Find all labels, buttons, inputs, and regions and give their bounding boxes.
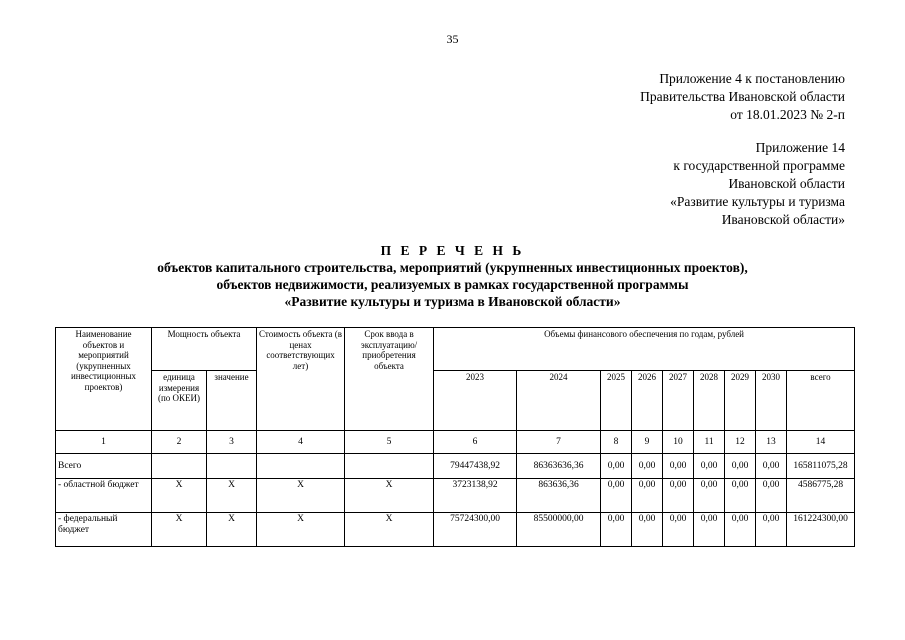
column-number: 1 xyxy=(56,431,152,454)
header-year: 2023 xyxy=(434,371,517,431)
title-line: объектов капитального строительства, мероприятий (укрупненных инвестиционных проектов), xyxy=(157,260,748,275)
row-label: - федеральный бюджет xyxy=(56,513,152,547)
table-cell: 79447438,92 xyxy=(434,454,517,479)
table-row xyxy=(56,454,855,479)
table-cell xyxy=(152,454,207,479)
header-funding: Объемы финансового обеспечения по годам, рублей xyxy=(434,328,855,371)
title-line: объектов недвижимости, реализуемых в рамках государственной программы xyxy=(216,277,689,292)
column-number: 10 xyxy=(663,431,694,454)
header-object-name: Наименование объектов и мероприятий (укрупненных инвестиционных проектов) xyxy=(56,328,152,431)
table-cell: 0,00 xyxy=(663,513,694,547)
header-year: 2029 xyxy=(725,371,756,431)
document-title xyxy=(0,242,905,310)
table-cell: 863636,36 xyxy=(517,479,601,513)
table-cell: 161224300,00 xyxy=(787,513,855,547)
table-cell: 0,00 xyxy=(694,479,725,513)
column-number: 12 xyxy=(725,431,756,454)
column-number: 7 xyxy=(517,431,601,454)
header-unit: единица измерения (по ОКЕИ) xyxy=(152,371,207,431)
column-number: 11 xyxy=(694,431,725,454)
column-number: 9 xyxy=(632,431,663,454)
appendix-decree-line: от 18.01.2023 № 2-п xyxy=(730,107,845,122)
table-row xyxy=(56,513,855,547)
row-label: Всего xyxy=(56,454,152,479)
table-cell: Х xyxy=(207,513,257,547)
table-cell: 0,00 xyxy=(725,513,756,547)
appendix-program-line: к государственной программе xyxy=(673,158,845,173)
column-number: 13 xyxy=(756,431,787,454)
appendix-decree-line: Приложение 4 к постановлению xyxy=(659,71,845,86)
table-cell: 4586775,28 xyxy=(787,479,855,513)
table-row xyxy=(56,479,855,513)
investment-objects-table xyxy=(55,327,855,547)
title-line: «Развитие культуры и туризма в Ивановской области» xyxy=(284,294,621,309)
header-year: 2024 xyxy=(517,371,601,431)
table-cell: 0,00 xyxy=(663,479,694,513)
table-cell: Х xyxy=(345,513,434,547)
column-number: 4 xyxy=(257,431,345,454)
table-cell: Х xyxy=(207,479,257,513)
column-number: 2 xyxy=(152,431,207,454)
table-cell: 0,00 xyxy=(632,454,663,479)
table-cell: 0,00 xyxy=(601,479,632,513)
table-cell: 75724300,00 xyxy=(434,513,517,547)
page-number: 35 xyxy=(446,32,459,46)
header-year: 2026 xyxy=(632,371,663,431)
table-cell: 0,00 xyxy=(725,454,756,479)
table-cell: Х xyxy=(152,479,207,513)
table-cell: 0,00 xyxy=(663,454,694,479)
table-cell: 0,00 xyxy=(632,479,663,513)
header-cost: Стоимость объекта (в ценах соответствующих лет) xyxy=(257,328,345,431)
table-cell: 0,00 xyxy=(694,454,725,479)
column-number: 5 xyxy=(345,431,434,454)
appendix-decree-line: Правительства Ивановской области xyxy=(640,89,845,104)
appendix-program-line: Ивановской области» xyxy=(721,212,845,227)
table-cell: Х xyxy=(257,513,345,547)
header-year: 2028 xyxy=(694,371,725,431)
column-number: 8 xyxy=(601,431,632,454)
table-cell: 0,00 xyxy=(756,454,787,479)
column-number: 3 xyxy=(207,431,257,454)
table-cell xyxy=(207,454,257,479)
table-cell: 3723138,92 xyxy=(434,479,517,513)
column-number: 14 xyxy=(787,431,855,454)
appendix-program-reference xyxy=(670,139,845,229)
table-cell: 85500000,00 xyxy=(517,513,601,547)
header-total: всего xyxy=(787,371,855,431)
appendix-program-line: Ивановской области xyxy=(728,176,845,191)
column-number: 6 xyxy=(434,431,517,454)
table-cell: Х xyxy=(257,479,345,513)
header-capacity: Мощность объекта xyxy=(152,328,257,371)
table-cell: 0,00 xyxy=(694,513,725,547)
title-heading: П Е Р Е Ч Е Н Ь xyxy=(380,243,525,258)
appendix-program-line: Приложение 14 xyxy=(755,140,845,155)
appendix-decree-reference xyxy=(640,70,845,124)
header-commission-term: Срок ввода в эксплуатацию/ приобретения объекта xyxy=(345,328,434,431)
header-year: 2030 xyxy=(756,371,787,431)
table-cell: 0,00 xyxy=(601,454,632,479)
table-cell: 0,00 xyxy=(601,513,632,547)
table-cell: 0,00 xyxy=(725,479,756,513)
header-year: 2027 xyxy=(663,371,694,431)
header-year: 2025 xyxy=(601,371,632,431)
table-cell: 0,00 xyxy=(756,479,787,513)
appendix-program-line: «Развитие культуры и туризма xyxy=(670,194,845,209)
table-cell: Х xyxy=(345,479,434,513)
header-value: значение xyxy=(207,371,257,431)
table-cell xyxy=(345,454,434,479)
table-cell: Х xyxy=(152,513,207,547)
table-cell: 0,00 xyxy=(756,513,787,547)
table-cell: 86363636,36 xyxy=(517,454,601,479)
row-label: - областной бюджет xyxy=(56,479,152,513)
table-cell: 165811075,28 xyxy=(787,454,855,479)
table-cell xyxy=(257,454,345,479)
table-cell: 0,00 xyxy=(632,513,663,547)
